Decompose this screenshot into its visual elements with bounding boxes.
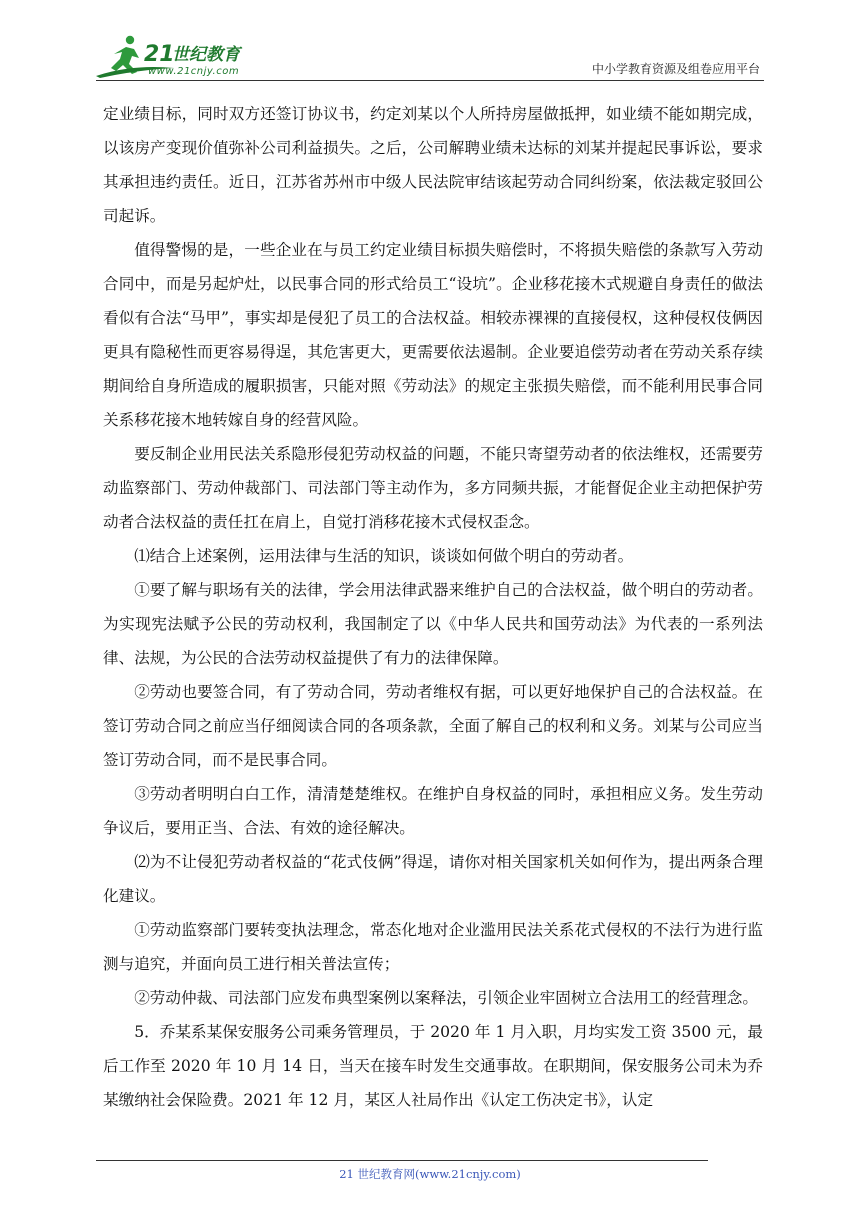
svg-text:21: 21 (144, 42, 175, 67)
paragraph: 值得警惕的是，一些企业在与员工约定业绩目标损失赔偿时，不将损失赔偿的条款写入劳动合同中，而是另起炉灶，以民事合同的形式给员工“设坑”。企业移花接木式规避自身责任的做法看似有合法“马甲”，事实却是侵犯了员工的合法权益。相较赤裸裸的直接侵权，这种侵权伎俩因更具有隐秘性而更容易得逞，其危害更大，更需要依法遏制。企业要追偿劳动者在劳动关系存续期间给自身所造成的履职损害，只能对照《劳动法》的规定主张损失赔偿，而不能利用民事合同关系移花接木地转嫁自身的经营风险。 (103, 241, 763, 429)
footer-divider (96, 1160, 708, 1161)
svg-text:www.21cnjy.com: www.21cnjy.com (148, 66, 240, 77)
question-2: ⑵为不让侵犯劳动者权益的“花式伎俩”得逞，请你对相关国家机关如何作为，提出两条合理化建议。 (103, 853, 763, 905)
answer-item: ③劳动者明明白白工作，清清楚楚维权。在维护自身权益的同时，承担相应义务。发生劳动争议后，要用正当、合法、有效的途径解决。 (103, 785, 763, 837)
answer-item: ②劳动仲裁、司法部门应发布典型案例以案释法，引领企业牢固树立合法用工的经营理念。 (134, 989, 758, 1007)
question-1: ⑴结合上述案例，运用法律与生活的知识，谈谈如何做个明白的劳动者。 (134, 547, 634, 565)
platform-name: 中小学教育资源及组卷应用平台 (591, 62, 760, 76)
footer-link[interactable]: 21 世纪教育网(www.21cnjy.com) (339, 1167, 521, 1181)
header-divider (96, 80, 764, 81)
answer-item: ①要了解与职场有关的法律，学会用法律武器来维护自己的合法权益，做个明白的劳动者。为实现宪法赋予公民的劳动权利，我国制定了以《中华人民共和国劳动法》为代表的一系列法律、法规，为公民的合法劳动权益提供了有力的法律保障。 (103, 581, 763, 667)
question-5: 5．乔某系某保安服务公司乘务管理员，于 2020 年 1 月入职，月均实发工资 3500 元，最后工作至 2020 年 10 月 14 日，当天在接车时发生交通事故。在职期间，保安服务公司未为乔某缴纳社会保险费。2021 年 12 月，某区人社局作出《认定工伤决定书》，认定 (103, 1023, 763, 1109)
document-body (103, 97, 763, 1117)
site-logo (92, 34, 262, 78)
paragraph: 要反制企业用民法关系隐形侵犯劳动权益的问题，不能只寄望劳动者的依法维权，还需要劳动监察部门、劳动仲裁部门、司法部门等主动作为，多方同频共振，才能督促企业主动把保护劳动者合法权益的责任扛在肩上，自觉打消移花接木式侵权歪念。 (103, 445, 763, 531)
page-header (0, 0, 860, 86)
svg-text:世纪教育: 世纪教育 (172, 45, 240, 65)
paragraph: 定业绩目标，同时双方还签订协议书，约定刘某以个人所持房屋做抵押，如业绩不能如期完成，以该房产变现价值弥补公司利益损失。之后，公司解聘业绩未达标的刘某并提起民事诉讼，要求其承担违约责任。近日，江苏省苏州市中级人民法院审结该起劳动合同纠纷案，依法裁定驳回公司起诉。 (103, 105, 763, 225)
answer-item: ②劳动也要签合同，有了劳动合同，劳动者维权有据，可以更好地保护自己的合法权益。在签订劳动合同之前应当仔细阅读合同的各项条款，全面了解自己的权利和义务。刘某与公司应当签订劳动合同，而不是民事合同。 (103, 683, 763, 769)
answer-item: ①劳动监察部门要转变执法理念，常态化地对企业滥用民法关系花式侵权的不法行为进行监测与追究，并面向员工进行相关普法宣传； (103, 921, 763, 973)
